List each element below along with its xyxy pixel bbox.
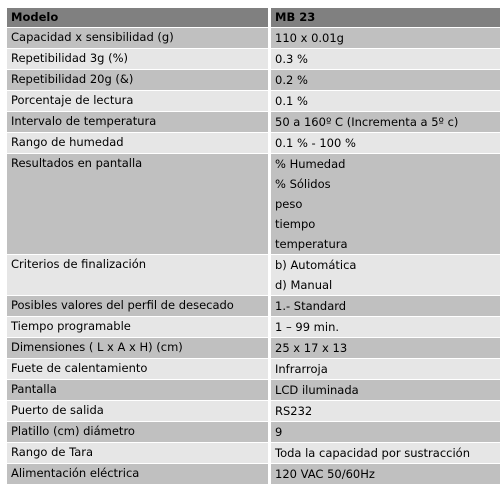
row-value-line: 1 – 99 min. [275,320,340,334]
row-label: Dimensiones ( L x A x H) (cm) [7,338,271,358]
row-value-line: % Sólidos [275,177,331,191]
table-row [7,91,500,111]
row-value [271,380,500,400]
row-label: Platillo (cm) diámetro [7,422,271,442]
table-row [7,49,500,69]
row-label: Alimentación eléctrica [7,464,271,484]
row-value [271,422,500,442]
table-row [7,443,500,463]
row-value-line: 110 x 0.01g [275,31,344,45]
table-row [7,380,500,400]
table-row [7,70,500,90]
row-value [271,317,500,337]
table-row [7,28,500,48]
row-value [271,359,500,379]
row-value-line: Infrarroja [275,362,328,376]
row-value-line: 120 VAC 50/60Hz [275,467,375,481]
row-value-line: d) Manual [275,278,333,292]
table-row [7,401,500,421]
row-value-line: 9 [275,425,283,439]
row-value-line: 25 x 17 x 13 [275,341,348,355]
row-label: Tiempo programable [7,317,271,337]
row-label: Intervalo de temperatura [7,112,271,132]
row-value [271,91,500,111]
table-row [7,464,500,484]
table-row [7,154,500,254]
row-value-line: peso [275,197,303,211]
row-label: Resultados en pantalla [7,154,271,254]
row-value-line: 0.1 % [275,94,308,108]
table-row [7,112,500,132]
row-value-line: 0.1 % - 100 % [275,136,356,150]
row-label: Capacidad x sensibilidad (g) [7,28,271,48]
row-value-line: b) Automática [275,258,357,272]
row-value [271,338,500,358]
row-value [271,49,500,69]
row-label: Rango de humedad [7,133,271,153]
row-value-line: 0.3 % [275,52,308,66]
table-row [7,422,500,442]
row-value-line: 50 a 160º C (Incrementa a 5º c) [275,115,459,129]
row-value-line: Toda la capacidad por sustracción [275,446,470,460]
row-value [271,296,500,316]
row-value-line: tiempo [275,217,316,231]
table-row [7,133,500,153]
row-value-line: LCD iluminada [275,383,359,397]
table-row [7,317,500,337]
row-label: Pantalla [7,380,271,400]
row-value-line: RS232 [275,404,313,418]
header-label: Modelo [7,8,271,27]
row-value-line: % Humedad [275,157,346,171]
row-label: Fuete de calentamiento [7,359,271,379]
table-row [7,296,500,316]
table-row [7,338,500,358]
spec-table-body [7,8,500,484]
row-value-line: 1.- Standard [275,299,347,313]
row-label: Repetibilidad 20g (&) [7,70,271,90]
row-label: Rango de Tara [7,443,271,463]
row-value [271,464,500,484]
row-value-line: 0.2 % [275,73,308,87]
table-row [7,255,500,295]
row-value [271,443,500,463]
row-value [271,401,500,421]
table-row [7,359,500,379]
row-value [271,133,500,153]
row-value-line: temperatura [275,237,348,251]
table-header-row [7,8,500,27]
row-value [271,70,500,90]
row-value [271,112,500,132]
spec-table [7,7,500,485]
row-label: Puerto de salida [7,401,271,421]
row-label: Porcentaje de lectura [7,91,271,111]
header-value: MB 23 [271,8,500,27]
row-value [271,154,500,254]
row-value [271,28,500,48]
row-label: Repetibilidad 3g (%) [7,49,271,69]
row-label: Criterios de finalización [7,255,271,295]
row-value [271,255,500,295]
row-label: Posibles valores del perfil de desecado [7,296,271,316]
